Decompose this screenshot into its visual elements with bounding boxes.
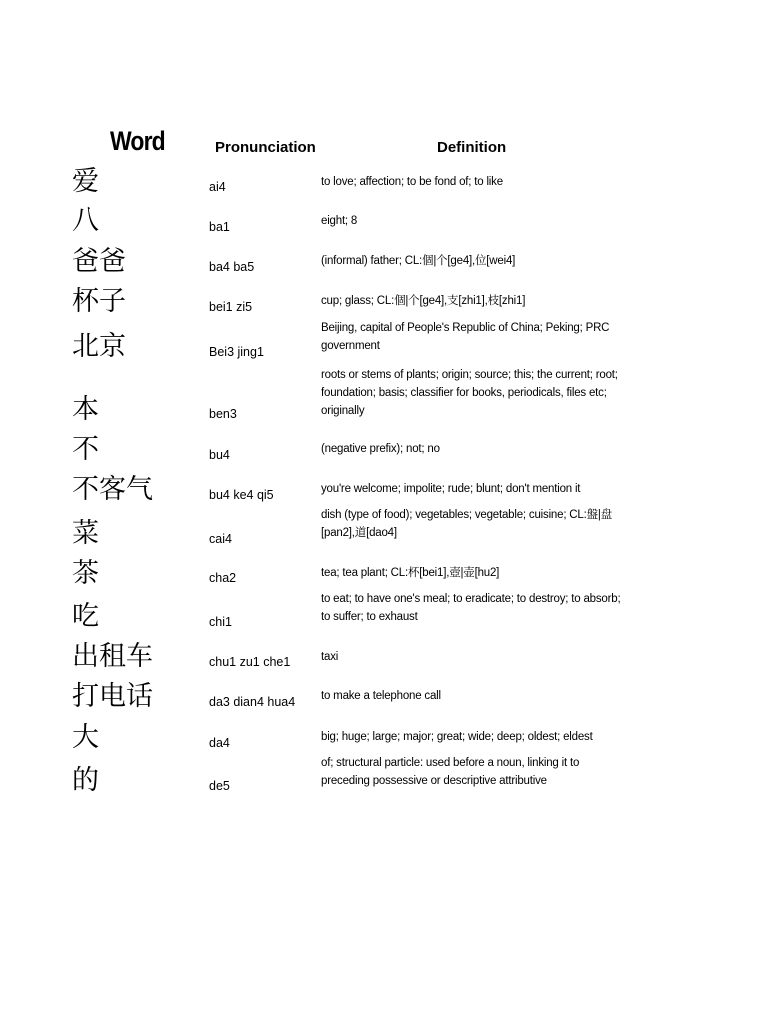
definition: of; structural particle: used before a noun, linking it to preceding possessive or descriptive attributive: [321, 757, 580, 787]
pinyin: chu1 zu1 che1: [209, 655, 291, 669]
pinyin: cha2: [209, 571, 237, 585]
chinese-word: 爱: [72, 166, 99, 197]
definition: to make a telephone call: [321, 690, 441, 702]
definition: dish (type of food); vegetables; vegetable; cuisine; CL:盤|盘[pan2],道[dao4]: [321, 509, 612, 539]
word-column-header: Word: [110, 126, 165, 156]
chinese-word: 本: [72, 394, 99, 425]
pinyin: de5: [209, 779, 230, 793]
definition: taxi: [321, 651, 339, 663]
definition-column-header: Definition: [437, 139, 507, 156]
chinese-word: 出租车: [72, 641, 153, 672]
definition: roots or stems of plants; origin; source; this; the current; root; foundation; basis; classifier for books, periodicals, files etc; originally: [321, 369, 618, 417]
definition: you're welcome; impolite; rude; blunt; don't mention it: [321, 483, 581, 495]
pinyin: Bei3 jing1: [209, 345, 264, 359]
chinese-word: 北京: [72, 331, 126, 362]
chinese-word: 不客气: [72, 474, 153, 505]
pinyin: da4: [209, 736, 230, 750]
chinese-word: 茶: [72, 558, 99, 589]
pronunciation-column-header: Pronunciation: [215, 139, 316, 156]
definition: to eat; to have one's meal; to eradicate; to destroy; to absorb; to suffer; to exhaust: [321, 593, 621, 623]
pinyin: ba1: [209, 220, 230, 234]
pinyin: bu4 ke4 qi5: [209, 488, 274, 502]
definition: to love; affection; to be fond of; to like: [321, 176, 503, 188]
chinese-word: 菜: [72, 518, 99, 549]
definition: big; huge; large; major; great; wide; deep; oldest; eldest: [321, 731, 593, 743]
definition: eight; 8: [321, 215, 358, 227]
chinese-word: 大: [72, 722, 99, 753]
chinese-word: 吃: [72, 601, 99, 632]
definition: cup; glass; CL:個|个[ge4],支[zhi1],枝[zhi1]: [321, 295, 526, 307]
definition: (negative prefix); not; no: [321, 443, 440, 455]
pinyin: bei1 zi5: [209, 300, 253, 314]
pinyin: da3 dian4 hua4: [209, 695, 296, 709]
chinese-word: 打电话: [72, 681, 153, 712]
definition: Beijing, capital of People's Republic of China; Peking; PRC government: [321, 322, 610, 352]
pinyin: bu4: [209, 448, 230, 462]
chinese-word: 不: [72, 434, 99, 465]
definition: (informal) father; CL:個|个[ge4],位[wei4]: [321, 255, 516, 267]
chinese-word: 的: [72, 765, 99, 796]
pinyin: chi1: [209, 615, 232, 629]
pinyin: ai4: [209, 180, 226, 194]
chinese-word: 爸爸: [72, 246, 126, 277]
definition: tea; tea plant; CL:杯[bei1],壺|壶[hu2]: [321, 567, 500, 579]
pinyin: ben3: [209, 407, 237, 421]
chinese-word: 杯子: [72, 286, 126, 317]
pinyin: cai4: [209, 532, 232, 546]
chinese-word: 八: [72, 205, 99, 236]
pinyin: ba4 ba5: [209, 260, 255, 274]
